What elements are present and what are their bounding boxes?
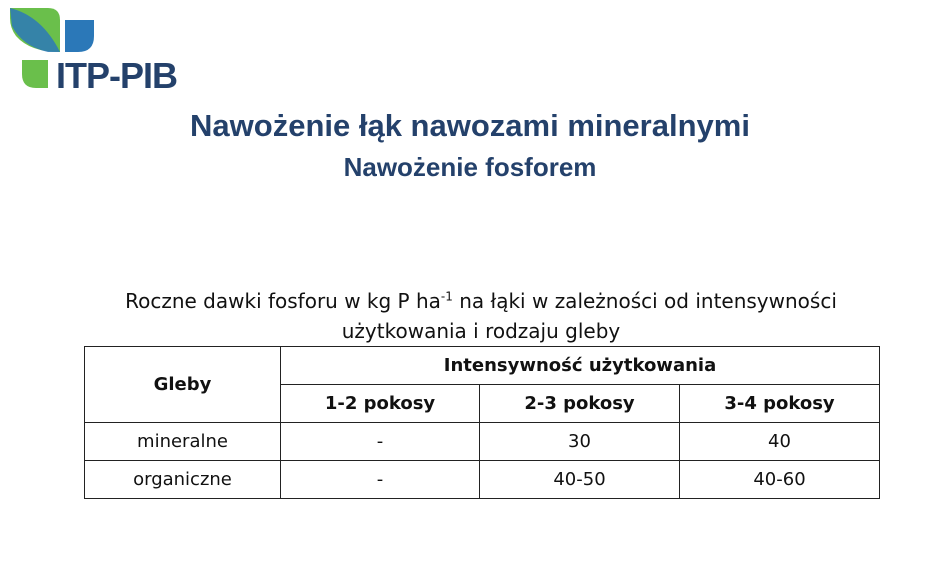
table-caption [0,286,940,346]
page-subtitle: Nawożenie fosforem [343,152,597,182]
table-cell: 40-60 [680,461,880,499]
caption-part-1: Roczne dawki fosforu w kg P ha [125,289,441,313]
caption-line-1 [0,286,940,316]
intensity-group-header: Intensywność użytkowania [281,347,880,385]
table-cell: 40 [680,423,880,461]
table-cell: 30 [480,423,680,461]
table-cell: - [281,461,480,499]
caption-line-2: użytkowania i rodzaju gleby [341,319,621,343]
table-header-row [85,347,880,385]
itp-pib-logo [8,6,188,96]
page-title: Nawożenie łąk nawozami mineralnymi [190,108,750,143]
phosphorus-dose-table [84,346,880,499]
row-label: mineralne [85,423,281,461]
column-header: 3-4 pokosy [680,385,880,423]
row-label: organiczne [85,461,281,499]
column-header: 1-2 pokosy [281,385,480,423]
caption-superscript: -1 [440,289,453,304]
table-row [85,461,880,499]
table-row [85,423,880,461]
table-cell: - [281,423,480,461]
table-cell: 40-50 [480,461,680,499]
column-header: 2-3 pokosy [480,385,680,423]
logo-text: ITP-PIB [56,55,178,96]
caption-part-2: na łąki w zależności od intensywności [452,289,837,313]
soil-header: Gleby [85,347,281,423]
